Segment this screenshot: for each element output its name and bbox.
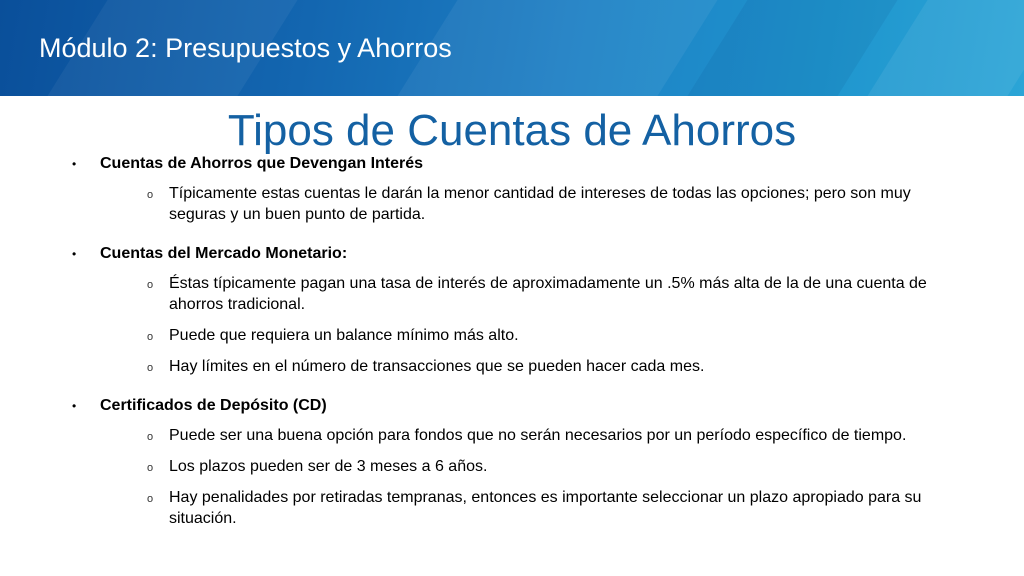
header-band	[0, 0, 1024, 96]
sub-item-text: Hay límites en el número de transacciones que se pueden hacer cada mes.	[169, 358, 705, 375]
bullet-icon: •	[72, 247, 77, 261]
module-title: Módulo 2: Presupuestos y Ahorros	[39, 33, 452, 63]
sub-list-item	[0, 487, 1024, 529]
sub-item-text: Puede ser una buena opción para fondos que no serán necesarios por un período específico de tiempo.	[169, 427, 907, 444]
content-area	[0, 153, 1024, 539]
bullet-row	[0, 395, 1024, 417]
bullet-icon: •	[72, 399, 77, 413]
sub-bullet-icon: o	[147, 493, 154, 505]
section-certificates-of-deposit	[0, 395, 1024, 529]
sub-list-item	[0, 425, 1024, 446]
section-heading: Cuentas del Mercado Monetario:	[100, 245, 348, 262]
sub-item-text: Éstas típicamente pagan una tasa de interés de aproximadamente un .5% más alta de la de una cuenta de ahorros tradicional.	[169, 275, 927, 313]
sub-item-text: Puede que requiera un balance mínimo más alto.	[169, 327, 519, 344]
sub-bullet-icon: o	[147, 279, 154, 291]
sub-bullet-icon: o	[147, 462, 154, 474]
bullet-icon: •	[72, 157, 77, 171]
sub-item-text: Los plazos pueden ser de 3 meses a 6 años.	[169, 458, 488, 475]
sub-list-item	[0, 456, 1024, 477]
sub-list-item	[0, 356, 1024, 377]
bullet-row	[0, 243, 1024, 265]
sub-list	[0, 183, 1024, 225]
sub-item-text: Hay penalidades por retiradas tempranas, entonces es importante seleccionar un plazo apropiado para su situación.	[169, 489, 922, 527]
sub-bullet-icon: o	[147, 362, 154, 374]
sub-bullet-icon: o	[147, 189, 154, 201]
section-interest-savings	[0, 153, 1024, 225]
bullet-row	[0, 153, 1024, 175]
sub-list-item	[0, 325, 1024, 346]
sub-list-item	[0, 273, 1024, 315]
slide-title: Tipos de Cuentas de Ahorros	[227, 106, 797, 155]
sub-bullet-icon: o	[147, 431, 154, 443]
sub-bullet-icon: o	[147, 331, 154, 343]
sub-list	[0, 273, 1024, 377]
sub-item-text: Típicamente estas cuentas le darán la menor cantidad de intereses de todas las opciones; pero son muy seguras y un buen punto de partida.	[169, 185, 911, 223]
sub-list-item	[0, 183, 1024, 225]
section-money-market	[0, 243, 1024, 377]
section-heading: Cuentas de Ahorros que Devengan Interés	[100, 155, 424, 172]
section-heading: Certificados de Depósito (CD)	[100, 397, 327, 414]
sub-list	[0, 425, 1024, 529]
